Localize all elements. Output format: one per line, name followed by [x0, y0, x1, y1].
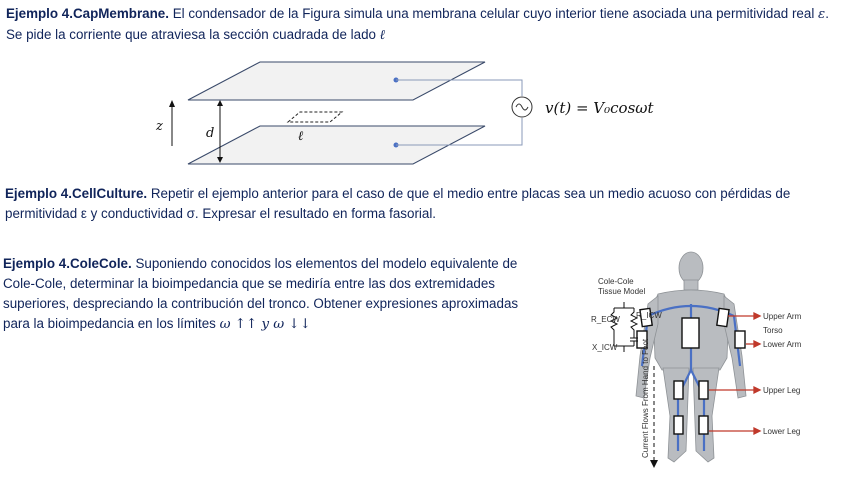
d-label: d	[206, 126, 215, 141]
label-torso: Torso	[763, 326, 783, 335]
example-title: Ejemplo 4.CellCulture.	[5, 186, 148, 201]
model-title-2: Tissue Model	[598, 287, 646, 296]
label-upper-arm: Upper Arm	[763, 312, 802, 321]
example-text: Repetir el ejemplo anterior para el caso de que el medio entre placas sea un medio acuoso con pérdidas de permitividad ε y conductividad σ. Expresar el resultado en forma fasorial.	[5, 186, 791, 221]
top-plate	[188, 62, 485, 100]
capacitor-figure	[150, 56, 670, 174]
body-model-figure	[588, 246, 830, 472]
x-icw-label: X_ICW	[592, 343, 618, 352]
example-text: El condensador de la Figura simula una membrana celular cuyo interior tiene asociada una permitividad real	[168, 6, 819, 21]
label-upper-leg: Upper Leg	[763, 386, 801, 395]
example-title: Ejemplo 4.CapMembrane.	[6, 6, 169, 21]
example-title: Ejemplo 4.ColeCole.	[3, 256, 132, 271]
ell-symbol: ℓ	[379, 27, 386, 43]
source-label: v(t) = V₀cosωt	[545, 99, 654, 117]
example-cellculture	[5, 184, 843, 224]
example-text: Suponiendo conocidos los elementos del modelo equivalente de Cole-Cole, determinar la bioimpedancia que se mediría entre las dos extremidades superiores, despreciando la contribución del tronco. Obtener expresiones aproximadas para la bioimpedancia en los límites	[3, 256, 519, 331]
r-icw-label: R_ICW	[636, 311, 662, 320]
epsilon-symbol: ε	[818, 7, 826, 22]
label-lower-leg: Lower Leg	[763, 427, 801, 436]
example-colecole	[3, 254, 533, 335]
dashed-section	[288, 112, 342, 122]
label-lower-arm: Lower Arm	[763, 340, 802, 349]
ell-label: ℓ	[298, 129, 304, 144]
body-model-svg	[588, 246, 830, 472]
r-ecw-label: R_ECW	[591, 315, 620, 324]
limits-text: ω ↑↑ y ω ↓↓	[219, 317, 311, 332]
model-title-1: Cole-Cole	[598, 277, 634, 286]
example-capmembrane	[6, 4, 841, 45]
z-label: z	[156, 119, 163, 134]
current-label: Current Flows From Hand to Foot	[641, 338, 650, 458]
example-text-2: . Se pide la corriente que atraviesa la sección cuadrada de lado	[6, 6, 829, 42]
